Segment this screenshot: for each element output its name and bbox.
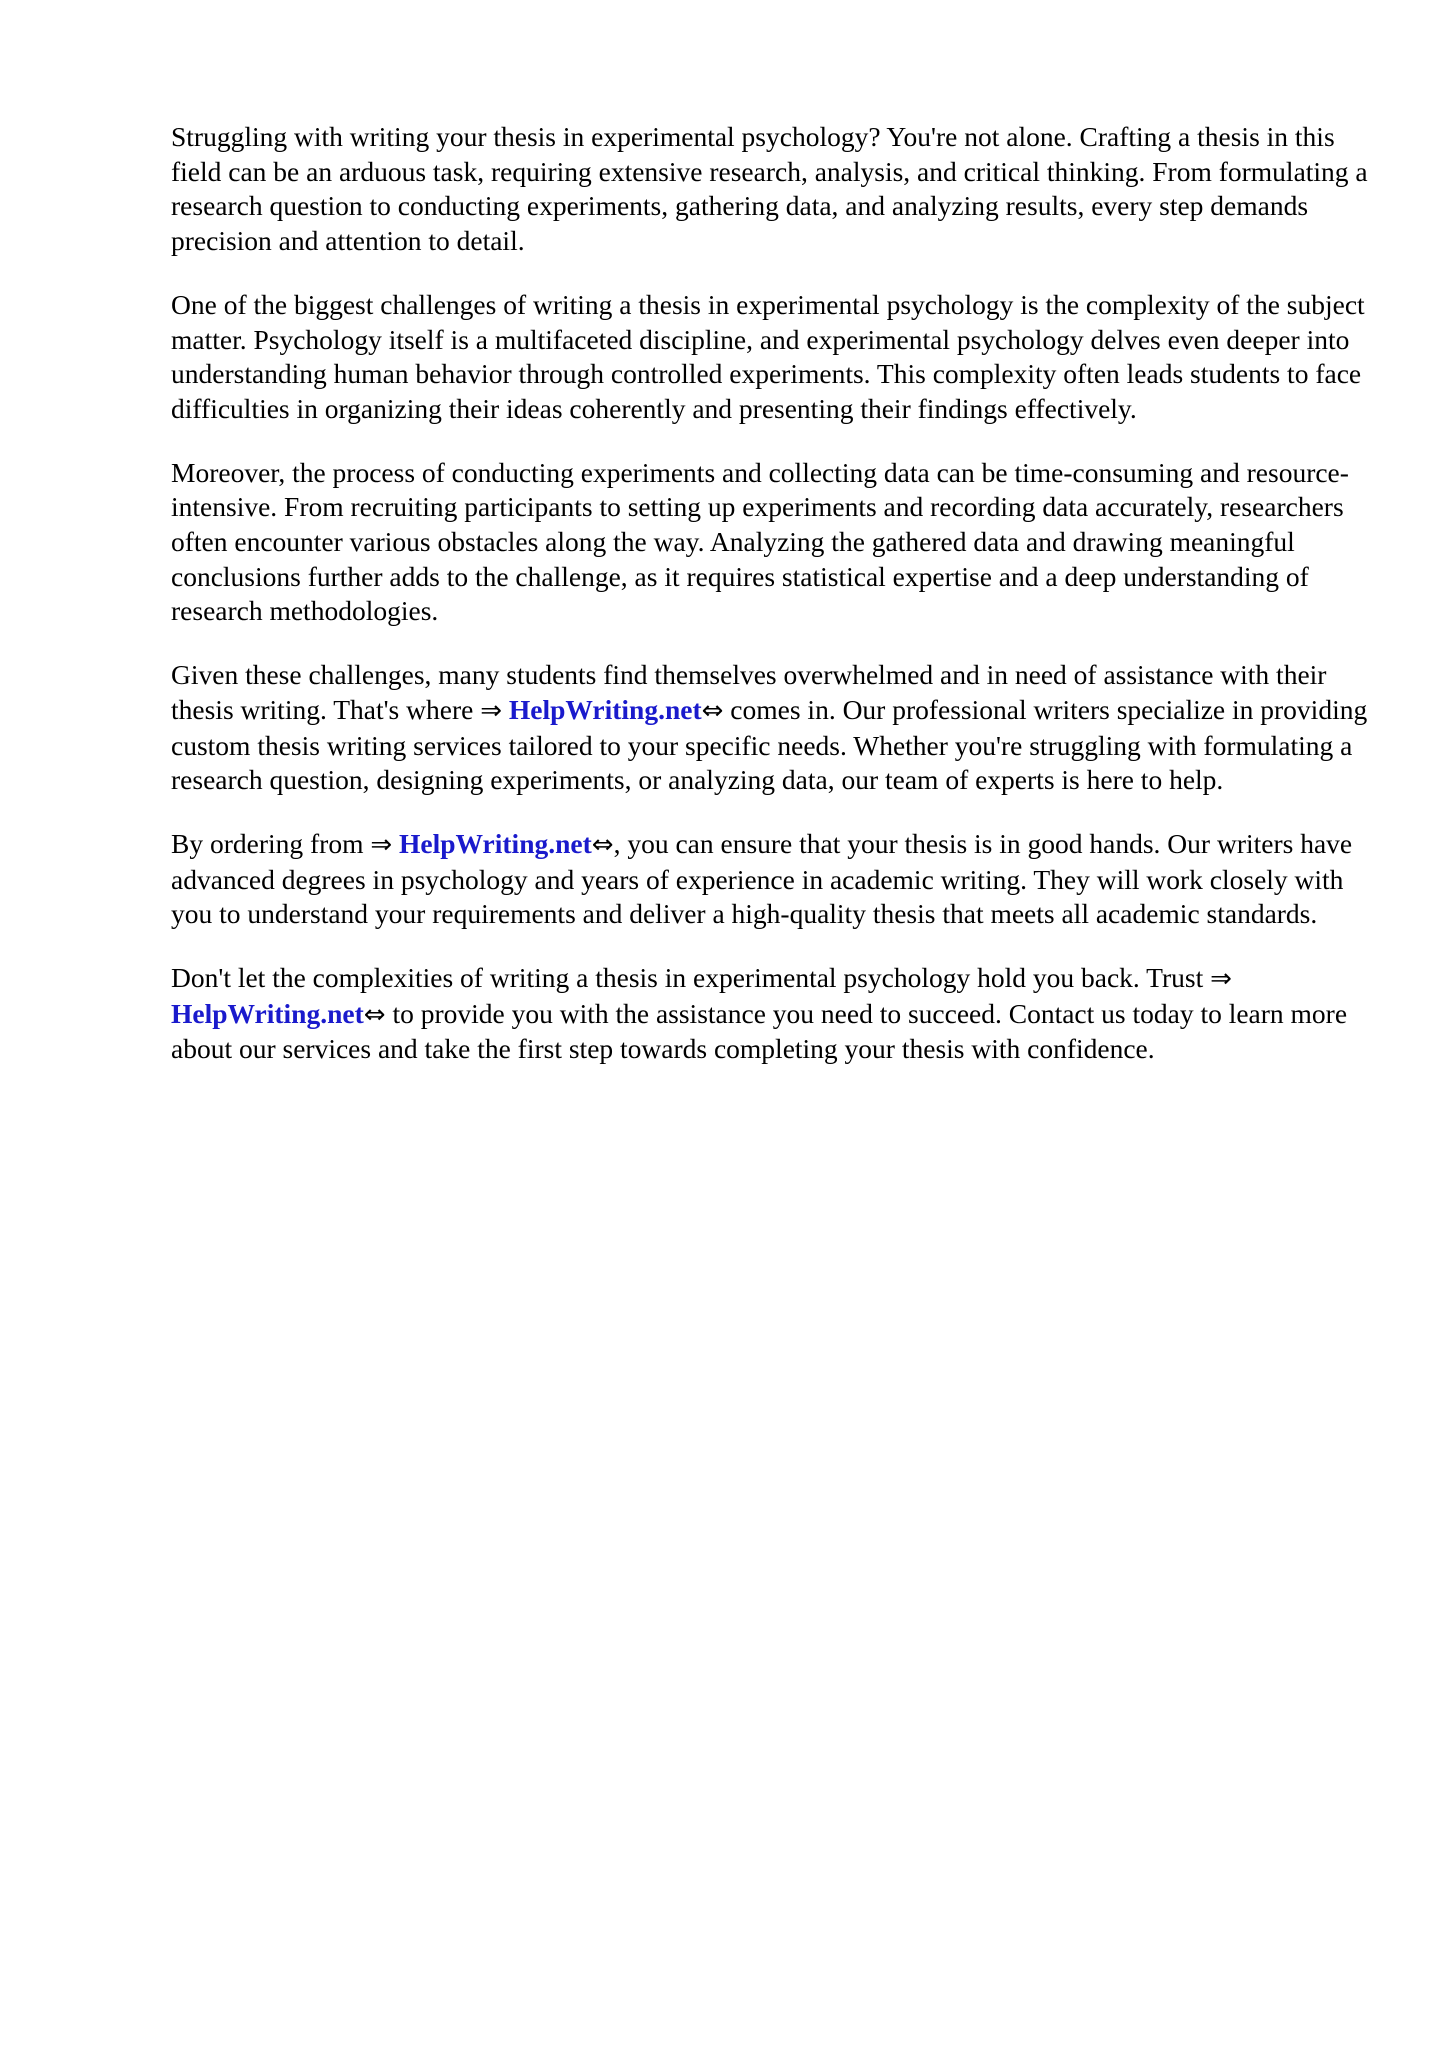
paragraph-ordering-text-after: , you can ensure that your thesis is in good hands. Our writers have advanced degrees in psychology and years of experience in academic writing. They will work closely with you to understand your requirements and deliver a high-quality thesis that meets all academic standards.: [171, 827, 1353, 930]
paragraph-assistance: [171, 658, 1371, 798]
double-arrow-icon: ⇔: [701, 695, 724, 726]
right-arrow-icon: ⇒: [370, 829, 393, 860]
helpwriting-link[interactable]: HelpWriting.net: [171, 997, 364, 1029]
paragraph-closing: [171, 961, 1371, 1067]
paragraph-ordering: [171, 827, 1371, 932]
paragraph-assistance-text-after: comes in. Our professional writers specialize in providing custom thesis writing services tailored to your specific needs. Whether you're struggling with formulating a research question, designing experiments, or analyzing data, our team of experts is here to help.: [171, 693, 1368, 796]
right-arrow-icon: ⇒: [480, 695, 502, 726]
double-arrow-icon: ⇔: [363, 999, 386, 1030]
double-arrow-icon: ⇔: [591, 829, 614, 860]
document-page: [171, 120, 1371, 1096]
paragraph-closing-text-after: to provide you with the assistance you need to succeed. Contact us today to learn more about our services and take the first step towards completing your thesis with confidence.: [171, 997, 1348, 1065]
paragraph-ordering-text-before: By ordering from: [171, 827, 371, 859]
right-arrow-icon: ⇒: [1210, 964, 1232, 995]
paragraph-process: Moreover, the process of conducting experiments and collecting data can be time-consuming and resource-intensive. From recruiting participants to setting up experiments and recording data accurately, researchers often encounter various obstacles along the way. Analyzing the gathered data and drawing meaningful conclusions further adds to the challenge, as it requires statistical expertise and a deep understanding of research methodologies.: [171, 456, 1349, 627]
paragraph-closing-text-before: Don't let the complexities of writing a thesis in experimental psychology hold you back. Trust: [171, 962, 1211, 994]
helpwriting-link[interactable]: HelpWriting.net: [508, 693, 702, 725]
paragraph-challenges: One of the biggest challenges of writing a thesis in experimental psychology is the complexity of the subject matter. Psychology itself is a multifaceted discipline, and experimental psychology delves even deeper into understanding human behavior through controlled experiments. This complexity often leads students to face difficulties in organizing their ideas coherently and presenting their findings effectively.: [171, 288, 1365, 424]
paragraph-intro: Struggling with writing your thesis in experimental psychology? You're not alone. Crafting a thesis in this field can be an arduous task, requiring extensive research, analysis, and critical thinking. From formulating a research question to conducting experiments, gathering data, and analyzing results, every step demands precision and attention to detail.: [171, 121, 1368, 257]
paragraph-assistance-text-before: Given these challenges, many students find themselves overwhelmed and in need of assistance with their thesis writing. That's where: [171, 659, 1327, 725]
helpwriting-link[interactable]: HelpWriting.net: [399, 827, 592, 859]
